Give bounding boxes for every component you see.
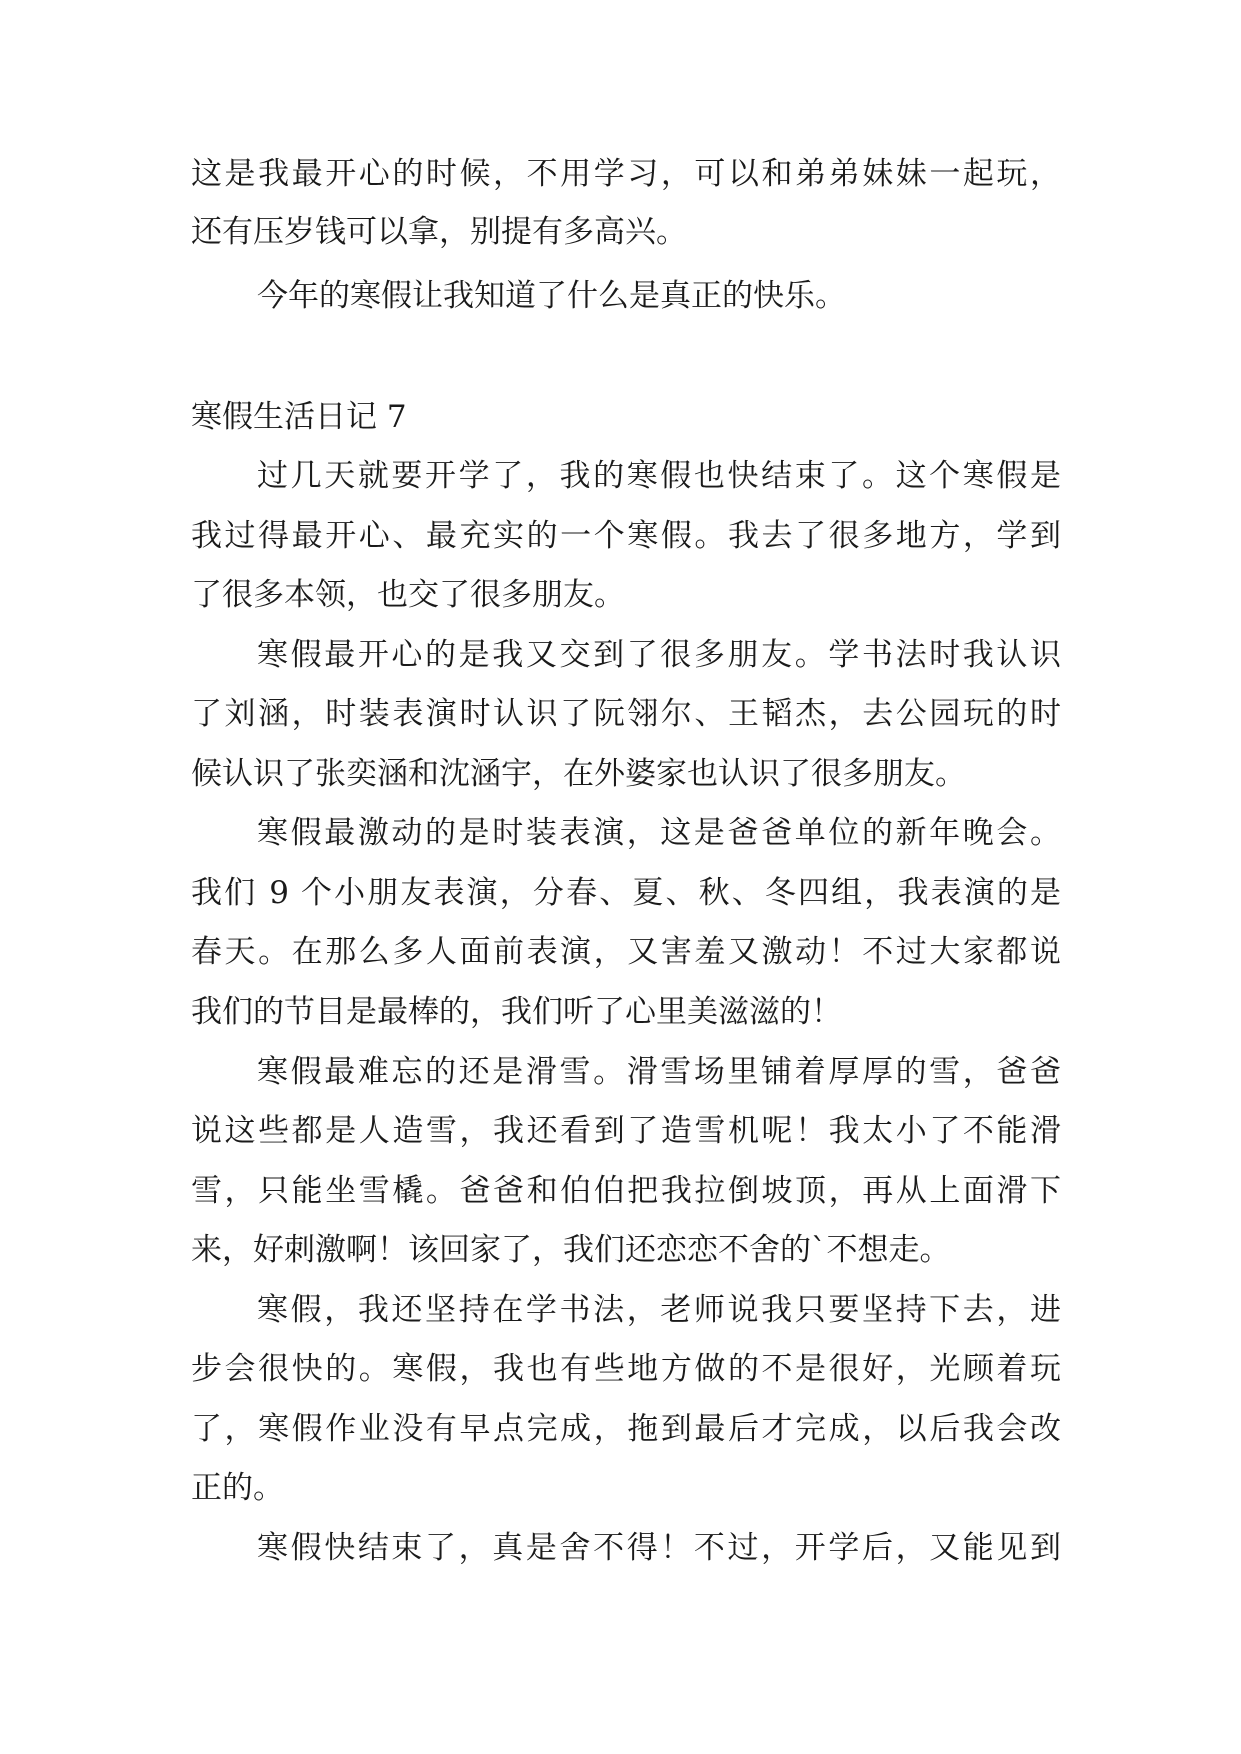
paragraph-line: 寒假最开心的是我又交到了很多朋友。学书法时我认识	[257, 637, 1061, 673]
paragraph-line: 今年的寒假让我知道了什么是真正的快乐。	[257, 278, 846, 314]
paragraph-line: 我过得最开心、最充实的一个寒假。我去了很多地方，学到	[191, 518, 1061, 554]
paragraph-line: 这是我最开心的时候，不用学习，可以和弟弟妹妹一起玩，	[191, 156, 1061, 192]
paragraph-line: 寒假最激动的是时装表演，这是爸爸单位的新年晚会。	[257, 815, 1061, 851]
paragraph-line: 我们 9 个小朋友表演，分春、夏、秋、冬四组，我表演的是	[191, 875, 1061, 911]
paragraph-line: 了刘涵，时装表演时认识了阮翎尔、王韬杰，去公园玩的时	[191, 696, 1061, 732]
paragraph-line: 寒假，我还坚持在学书法，老师说我只要坚持下去，进	[257, 1292, 1061, 1328]
paragraph-line: 我们的节目是最棒的，我们听了心里美滋滋的！	[191, 994, 842, 1030]
paragraph-line: 寒假快结束了，真是舍不得！不过，开学后，又能见到	[257, 1530, 1061, 1566]
paragraph-line: 过几天就要开学了，我的寒假也快结束了。这个寒假是	[257, 458, 1061, 494]
paragraph-line: 春天。在那么多人面前表演，又害羞又激动！不过大家都说	[191, 934, 1061, 970]
paragraph-line: 了，寒假作业没有早点完成，拖到最后才完成，以后我会改	[191, 1411, 1061, 1447]
paragraph-line: 来，好刺激啊！该回家了，我们还恋恋不舍的`不想走。	[191, 1232, 951, 1268]
paragraph-line: 了很多本领，也交了很多朋友。	[191, 577, 625, 613]
paragraph-line: 正的。	[191, 1470, 284, 1506]
paragraph-line: 还有压岁钱可以拿，别提有多高兴。	[191, 214, 687, 250]
section-heading: 寒假生活日记 7	[191, 399, 407, 435]
paragraph-line: 雪，只能坐雪橇。爸爸和伯伯把我拉倒坡顶，再从上面滑下	[191, 1173, 1061, 1209]
paragraph-line: 候认识了张奕涵和沈涵宇，在外婆家也认识了很多朋友。	[191, 756, 966, 792]
paragraph-line: 寒假最难忘的还是滑雪。滑雪场里铺着厚厚的雪，爸爸	[257, 1054, 1061, 1090]
paragraph-line: 步会很快的。寒假，我也有些地方做的不是很好，光顾着玩	[191, 1351, 1061, 1387]
paragraph-line: 说这些都是人造雪，我还看到了造雪机呢！我太小了不能滑	[191, 1113, 1061, 1149]
